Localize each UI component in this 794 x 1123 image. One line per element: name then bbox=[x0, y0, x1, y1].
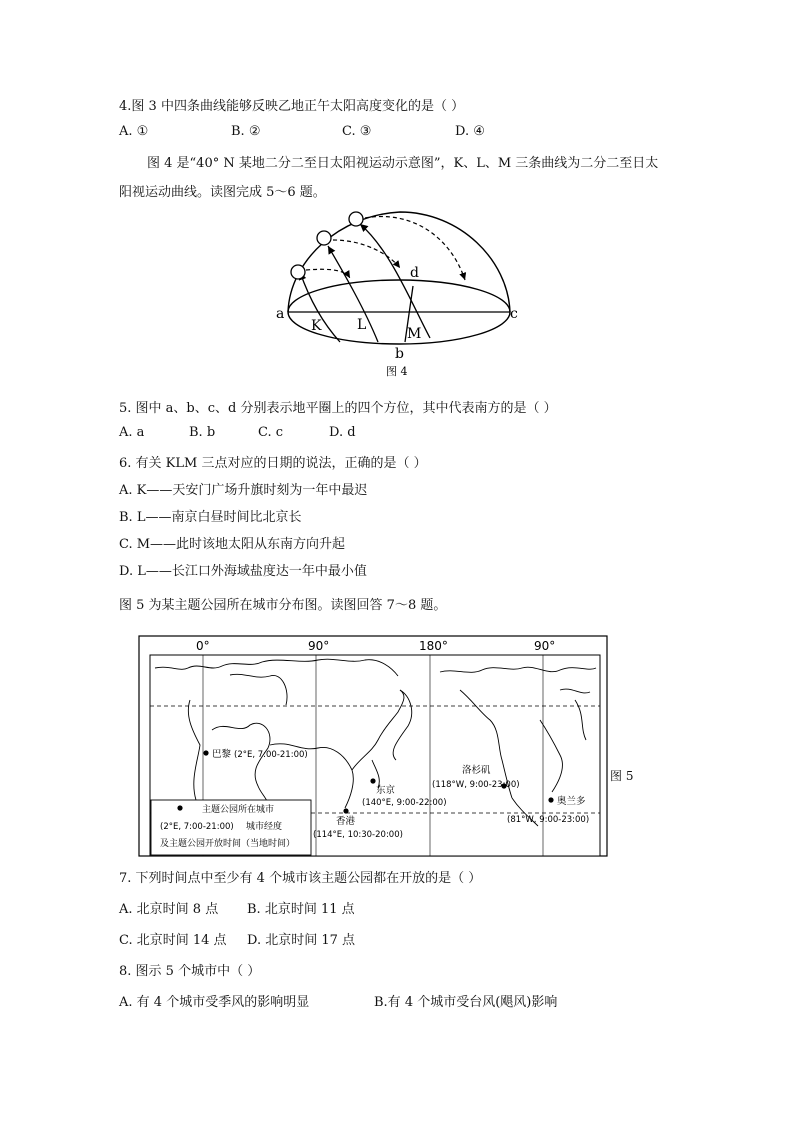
q7-option-c: C. 北京时间 14 点 bbox=[119, 933, 227, 948]
intro-fig5: 图 5 为某主题公园所在城市分布图。读图回答 7～8 题。 bbox=[119, 598, 447, 613]
city-info-orlando: (81°W, 9:00-23:00) bbox=[507, 815, 590, 825]
city-name-orlando: 奥兰多 bbox=[557, 796, 586, 807]
city-info-paris: (2°E, 7:00-21:00) bbox=[234, 750, 308, 760]
city-name-tokyo: 东京 bbox=[376, 785, 396, 796]
city-dot-hongkong bbox=[343, 808, 348, 813]
q5-option-c: C. c bbox=[258, 425, 284, 440]
city-info-losangeles: (118°W, 9:00-23:00) bbox=[432, 780, 520, 790]
question-5-stem: 5. 图中 a、b、c、d 分别表示地平圈上的四个方位，其中代表南方的是（ ） bbox=[119, 401, 557, 416]
q4-option-d: D. ④ bbox=[455, 124, 485, 139]
label-c: c bbox=[510, 306, 518, 322]
legend-desc2: 及主题公园开放时间（当地时间） bbox=[160, 839, 296, 849]
question-6-stem: 6. 有关 KLM 三点对应的日期的说法，正确的是（ ） bbox=[119, 456, 427, 471]
label-K: K bbox=[311, 318, 322, 334]
city-name-paris: 巴黎 bbox=[212, 749, 232, 760]
question-8-stem: 8. 图示 5 个城市中（ ） bbox=[119, 964, 261, 979]
label-b: b bbox=[395, 346, 404, 362]
q4-option-a: A. ① bbox=[119, 124, 149, 139]
city-name-hongkong: 香港 bbox=[336, 816, 356, 827]
legend-desc1: 城市经度 bbox=[246, 822, 283, 832]
q8-option-a: A. 有 4 个城市受季风的影响明显 bbox=[119, 995, 310, 1010]
q7-option-d: D. 北京时间 17 点 bbox=[247, 933, 356, 948]
intro-fig4-line2: 阳视运动曲线。读图完成 5～6 题。 bbox=[119, 185, 326, 200]
label-L: L bbox=[357, 317, 367, 333]
intro-fig4-line1: 图 4 是“40° N 某地二分二至日太阳视运动示意图”，K、L、M 三条曲线为二分二至日太 bbox=[147, 156, 659, 171]
city-dot-tokyo bbox=[370, 778, 375, 783]
label-M: M bbox=[407, 326, 422, 342]
label-d: d bbox=[410, 265, 419, 281]
q6-option-c: C. M——此时该地太阳从东南方向升起 bbox=[119, 537, 346, 552]
sun-icon bbox=[317, 231, 331, 245]
lon-label-90E: 90° bbox=[308, 639, 330, 653]
lon-label-180: 180° bbox=[419, 639, 448, 653]
legend-example: (2°E, 7:00-21:00) bbox=[160, 822, 234, 832]
sun-icon bbox=[291, 265, 305, 279]
lon-label-0: 0° bbox=[196, 639, 210, 653]
q4-option-c: C. ③ bbox=[342, 124, 372, 139]
q7-option-b: B. 北京时间 11 点 bbox=[247, 902, 355, 917]
figure-4-sun-path-diagram bbox=[270, 203, 530, 383]
q5-option-b: B. b bbox=[189, 425, 216, 440]
label-a: a bbox=[276, 306, 285, 322]
q5-option-d: D. d bbox=[329, 425, 356, 440]
q6-option-b: B. L——南京白昼时间比北京长 bbox=[119, 510, 302, 525]
sun-icon bbox=[349, 212, 363, 226]
q7-option-a: A. 北京时间 8 点 bbox=[119, 902, 219, 917]
city-info-hongkong: (114°E, 10:30-20:00) bbox=[313, 830, 403, 840]
city-dot-paris bbox=[203, 750, 208, 755]
q6-option-d: D. L——长江口外海域盐度达一年中最小值 bbox=[119, 564, 367, 579]
question-7-stem: 7. 下列时间点中至少有 4 个城市该主题公园都在开放的是（ ） bbox=[119, 871, 482, 886]
lon-label-90W: 90° bbox=[534, 639, 556, 653]
city-name-losangeles: 洛杉矶 bbox=[462, 765, 491, 776]
question-4-stem: 4.图 3 中四条曲线能够反映乙地正午太阳高度变化的是（ ） bbox=[119, 99, 465, 114]
q5-option-a: A. a bbox=[119, 425, 145, 440]
celestial-dome bbox=[288, 212, 510, 312]
sun-path-L bbox=[328, 246, 378, 342]
q8-option-b: B.有 4 个城市受台风(飓风)影响 bbox=[374, 995, 558, 1010]
q4-option-b: B. ② bbox=[231, 124, 261, 139]
city-dot-orlando bbox=[548, 797, 553, 802]
city-info-tokyo: (140°E, 9:00-22:00) bbox=[362, 798, 447, 808]
figure-5-caption: 图 5 bbox=[610, 769, 634, 783]
q6-option-a: A. K——天安门广场升旗时刻为一年中最迟 bbox=[119, 483, 368, 498]
figure-4-caption: 图 4 bbox=[386, 365, 408, 378]
legend-title: 主题公园所在城市 bbox=[202, 805, 275, 815]
figure-5-world-map bbox=[135, 634, 645, 860]
